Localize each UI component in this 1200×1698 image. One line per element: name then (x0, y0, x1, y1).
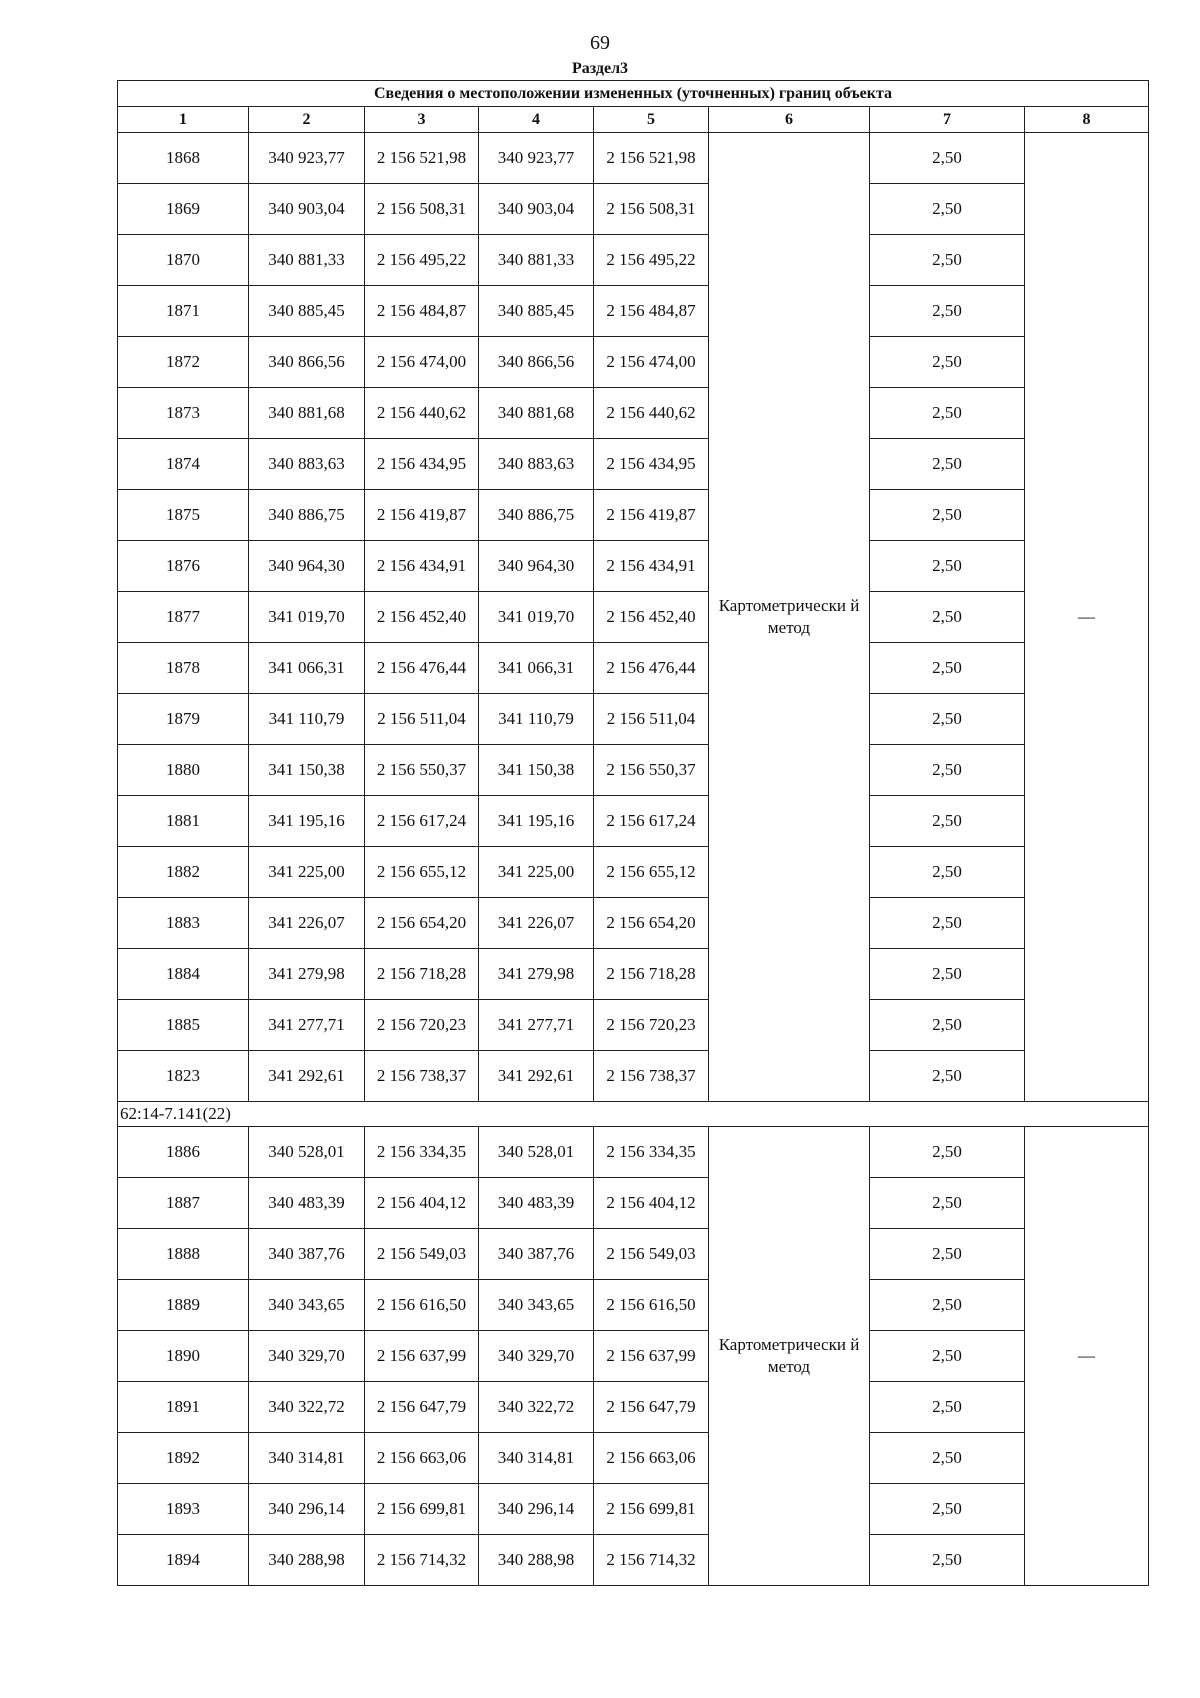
y-existing-cell: 2 156 484,87 (365, 286, 479, 337)
x-existing-cell: 340 886,75 (249, 490, 365, 541)
x-new-cell: 340 288,98 (479, 1535, 594, 1586)
x-new-cell: 341 277,71 (479, 1000, 594, 1051)
x-existing-cell: 341 066,31 (249, 643, 365, 694)
column-header: 6 (709, 107, 870, 133)
x-existing-cell: 340 387,76 (249, 1229, 365, 1280)
x-new-cell: 340 885,45 (479, 286, 594, 337)
page-number: 69 (590, 32, 610, 54)
group-label-row (118, 1102, 1149, 1127)
point-number-cell: 1888 (118, 1229, 249, 1280)
table-row (118, 694, 1149, 745)
x-new-cell: 340 923,77 (479, 133, 594, 184)
precision-cell: 2,50 (870, 1051, 1025, 1102)
y-new-cell: 2 156 637,99 (594, 1331, 709, 1382)
point-number-cell: 1887 (118, 1178, 249, 1229)
x-existing-cell: 341 226,07 (249, 898, 365, 949)
precision-cell: 2,50 (870, 949, 1025, 1000)
y-new-cell: 2 156 484,87 (594, 286, 709, 337)
y-existing-cell: 2 156 699,81 (365, 1484, 479, 1535)
y-existing-cell: 2 156 508,31 (365, 184, 479, 235)
y-existing-cell: 2 156 434,95 (365, 439, 479, 490)
y-existing-cell: 2 156 440,62 (365, 388, 479, 439)
y-new-cell: 2 156 720,23 (594, 1000, 709, 1051)
precision-cell: 2,50 (870, 796, 1025, 847)
table-row (118, 1280, 1149, 1331)
y-new-cell: 2 156 495,22 (594, 235, 709, 286)
y-new-cell: 2 156 434,91 (594, 541, 709, 592)
precision-cell: 2,50 (870, 439, 1025, 490)
precision-cell: 2,50 (870, 133, 1025, 184)
precision-cell: 2,50 (870, 1178, 1025, 1229)
point-number-cell: 1869 (118, 184, 249, 235)
column-header: 1 (118, 107, 249, 133)
table-row (118, 1127, 1149, 1178)
x-existing-cell: 340 881,33 (249, 235, 365, 286)
y-new-cell: 2 156 718,28 (594, 949, 709, 1000)
point-number-cell: 1893 (118, 1484, 249, 1535)
x-existing-cell: 341 110,79 (249, 694, 365, 745)
precision-cell: 2,50 (870, 490, 1025, 541)
x-new-cell: 340 528,01 (479, 1127, 594, 1178)
y-new-cell: 2 156 549,03 (594, 1229, 709, 1280)
table-row (118, 592, 1149, 643)
x-new-cell: 341 066,31 (479, 643, 594, 694)
table-row (118, 1000, 1149, 1051)
y-existing-cell: 2 156 476,44 (365, 643, 479, 694)
y-existing-cell: 2 156 617,24 (365, 796, 479, 847)
x-new-cell: 341 226,07 (479, 898, 594, 949)
y-new-cell: 2 156 508,31 (594, 184, 709, 235)
point-number-cell: 1879 (118, 694, 249, 745)
point-number-cell: 1868 (118, 133, 249, 184)
x-new-cell: 340 903,04 (479, 184, 594, 235)
precision-cell: 2,50 (870, 541, 1025, 592)
x-existing-cell: 340 343,65 (249, 1280, 365, 1331)
y-existing-cell: 2 156 637,99 (365, 1331, 479, 1382)
precision-cell: 2,50 (870, 1331, 1025, 1382)
column-header: 7 (870, 107, 1025, 133)
x-existing-cell: 341 195,16 (249, 796, 365, 847)
y-new-cell: 2 156 440,62 (594, 388, 709, 439)
y-new-cell: 2 156 511,04 (594, 694, 709, 745)
table-row (118, 490, 1149, 541)
point-number-cell: 1875 (118, 490, 249, 541)
point-number-cell: 1870 (118, 235, 249, 286)
x-new-cell: 341 195,16 (479, 796, 594, 847)
y-new-cell: 2 156 655,12 (594, 847, 709, 898)
x-new-cell: 340 964,30 (479, 541, 594, 592)
point-number-cell: 1871 (118, 286, 249, 337)
point-number-cell: 1889 (118, 1280, 249, 1331)
y-new-cell: 2 156 699,81 (594, 1484, 709, 1535)
x-new-cell: 341 110,79 (479, 694, 594, 745)
x-existing-cell: 341 292,61 (249, 1051, 365, 1102)
table-row (118, 796, 1149, 847)
y-existing-cell: 2 156 647,79 (365, 1382, 479, 1433)
point-number-cell: 1883 (118, 898, 249, 949)
table-row (118, 184, 1149, 235)
x-existing-cell: 341 150,38 (249, 745, 365, 796)
x-existing-cell: 340 885,45 (249, 286, 365, 337)
x-existing-cell: 340 483,39 (249, 1178, 365, 1229)
y-existing-cell: 2 156 404,12 (365, 1178, 479, 1229)
table-row (118, 1331, 1149, 1382)
y-new-cell: 2 156 334,35 (594, 1127, 709, 1178)
method-cell: Картометрически й метод (709, 1127, 870, 1586)
y-existing-cell: 2 156 720,23 (365, 1000, 479, 1051)
y-new-cell: 2 156 434,95 (594, 439, 709, 490)
y-new-cell: 2 156 654,20 (594, 898, 709, 949)
table-row (118, 388, 1149, 439)
y-new-cell: 2 156 738,37 (594, 1051, 709, 1102)
y-existing-cell: 2 156 419,87 (365, 490, 479, 541)
y-existing-cell: 2 156 616,50 (365, 1280, 479, 1331)
precision-cell: 2,50 (870, 1535, 1025, 1586)
precision-cell: 2,50 (870, 898, 1025, 949)
x-new-cell: 340 329,70 (479, 1331, 594, 1382)
table-row (118, 1484, 1149, 1535)
y-existing-cell: 2 156 549,03 (365, 1229, 479, 1280)
description-cell: — (1025, 1127, 1149, 1586)
y-existing-cell: 2 156 718,28 (365, 949, 479, 1000)
x-new-cell: 340 881,68 (479, 388, 594, 439)
y-new-cell: 2 156 474,00 (594, 337, 709, 388)
x-new-cell: 341 292,61 (479, 1051, 594, 1102)
x-existing-cell: 341 279,98 (249, 949, 365, 1000)
x-existing-cell: 341 225,00 (249, 847, 365, 898)
x-new-cell: 341 225,00 (479, 847, 594, 898)
precision-cell: 2,50 (870, 1000, 1025, 1051)
table-row (118, 1433, 1149, 1484)
column-header: 5 (594, 107, 709, 133)
table-row (118, 1178, 1149, 1229)
x-existing-cell: 340 903,04 (249, 184, 365, 235)
precision-cell: 2,50 (870, 745, 1025, 796)
x-existing-cell: 340 923,77 (249, 133, 365, 184)
precision-cell: 2,50 (870, 184, 1025, 235)
point-number-cell: 1874 (118, 439, 249, 490)
x-existing-cell: 341 277,71 (249, 1000, 365, 1051)
x-new-cell: 340 296,14 (479, 1484, 594, 1535)
table-row (118, 949, 1149, 1000)
point-number-cell: 1872 (118, 337, 249, 388)
precision-cell: 2,50 (870, 388, 1025, 439)
point-number-cell: 1880 (118, 745, 249, 796)
y-new-cell: 2 156 452,40 (594, 592, 709, 643)
x-new-cell: 340 483,39 (479, 1178, 594, 1229)
y-existing-cell: 2 156 550,37 (365, 745, 479, 796)
table-row (118, 235, 1149, 286)
x-existing-cell: 340 881,68 (249, 388, 365, 439)
table-row (118, 133, 1149, 184)
precision-cell: 2,50 (870, 235, 1025, 286)
column-header: 2 (249, 107, 365, 133)
point-number-cell: 1873 (118, 388, 249, 439)
precision-cell: 2,50 (870, 1484, 1025, 1535)
description-cell: — (1025, 133, 1149, 1102)
table-row (118, 847, 1149, 898)
table-row (118, 1382, 1149, 1433)
table-row (118, 541, 1149, 592)
y-existing-cell: 2 156 654,20 (365, 898, 479, 949)
section-title: Раздел3 (571, 60, 629, 77)
table-row (118, 1229, 1149, 1280)
y-new-cell: 2 156 404,12 (594, 1178, 709, 1229)
point-number-cell: 1892 (118, 1433, 249, 1484)
table-row (118, 1051, 1149, 1102)
point-number-cell: 1891 (118, 1382, 249, 1433)
x-existing-cell: 340 866,56 (249, 337, 365, 388)
y-existing-cell: 2 156 334,35 (365, 1127, 479, 1178)
point-number-cell: 1823 (118, 1051, 249, 1102)
y-existing-cell: 2 156 511,04 (365, 694, 479, 745)
point-number-cell: 1882 (118, 847, 249, 898)
x-new-cell: 341 279,98 (479, 949, 594, 1000)
point-number-cell: 1894 (118, 1535, 249, 1586)
y-existing-cell: 2 156 655,12 (365, 847, 479, 898)
table-row (118, 745, 1149, 796)
y-new-cell: 2 156 647,79 (594, 1382, 709, 1433)
precision-cell: 2,50 (870, 286, 1025, 337)
precision-cell: 2,50 (870, 643, 1025, 694)
y-new-cell: 2 156 714,32 (594, 1535, 709, 1586)
method-cell: Картометрически й метод (709, 133, 870, 1102)
x-new-cell: 340 314,81 (479, 1433, 594, 1484)
precision-cell: 2,50 (870, 1433, 1025, 1484)
table-row (118, 643, 1149, 694)
x-existing-cell: 340 314,81 (249, 1433, 365, 1484)
y-new-cell: 2 156 476,44 (594, 643, 709, 694)
x-new-cell: 341 019,70 (479, 592, 594, 643)
point-number-cell: 1890 (118, 1331, 249, 1382)
point-number-cell: 1878 (118, 643, 249, 694)
table-row (118, 439, 1149, 490)
point-number-cell: 1885 (118, 1000, 249, 1051)
table-row (118, 286, 1149, 337)
precision-cell: 2,50 (870, 1382, 1025, 1433)
precision-cell: 2,50 (870, 1229, 1025, 1280)
group-label: 62:14-7.141(22) (118, 1102, 1149, 1127)
x-existing-cell: 340 322,72 (249, 1382, 365, 1433)
x-existing-cell: 340 883,63 (249, 439, 365, 490)
y-new-cell: 2 156 663,06 (594, 1433, 709, 1484)
y-existing-cell: 2 156 663,06 (365, 1433, 479, 1484)
y-existing-cell: 2 156 434,91 (365, 541, 479, 592)
x-new-cell: 340 343,65 (479, 1280, 594, 1331)
x-new-cell: 340 881,33 (479, 235, 594, 286)
table-row (118, 898, 1149, 949)
table-row (118, 337, 1149, 388)
y-new-cell: 2 156 419,87 (594, 490, 709, 541)
x-existing-cell: 340 329,70 (249, 1331, 365, 1382)
y-new-cell: 2 156 616,50 (594, 1280, 709, 1331)
y-new-cell: 2 156 550,37 (594, 745, 709, 796)
precision-cell: 2,50 (870, 592, 1025, 643)
precision-cell: 2,50 (870, 1127, 1025, 1178)
precision-cell: 2,50 (870, 337, 1025, 388)
point-number-cell: 1881 (118, 796, 249, 847)
precision-cell: 2,50 (870, 847, 1025, 898)
boundary-coordinates-table (117, 80, 1149, 1586)
y-existing-cell: 2 156 474,00 (365, 337, 479, 388)
y-existing-cell: 2 156 738,37 (365, 1051, 479, 1102)
point-number-cell: 1876 (118, 541, 249, 592)
x-existing-cell: 340 528,01 (249, 1127, 365, 1178)
column-header-row (118, 107, 1149, 133)
y-new-cell: 2 156 617,24 (594, 796, 709, 847)
x-new-cell: 340 883,63 (479, 439, 594, 490)
table-body (118, 133, 1149, 1586)
y-existing-cell: 2 156 714,32 (365, 1535, 479, 1586)
table-row (118, 1535, 1149, 1586)
x-new-cell: 340 886,75 (479, 490, 594, 541)
x-new-cell: 341 150,38 (479, 745, 594, 796)
x-new-cell: 340 387,76 (479, 1229, 594, 1280)
precision-cell: 2,50 (870, 1280, 1025, 1331)
column-header: 8 (1025, 107, 1149, 133)
y-existing-cell: 2 156 495,22 (365, 235, 479, 286)
precision-cell: 2,50 (870, 694, 1025, 745)
y-existing-cell: 2 156 452,40 (365, 592, 479, 643)
column-header: 3 (365, 107, 479, 133)
x-existing-cell: 340 288,98 (249, 1535, 365, 1586)
x-existing-cell: 340 964,30 (249, 541, 365, 592)
x-new-cell: 340 322,72 (479, 1382, 594, 1433)
x-existing-cell: 341 019,70 (249, 592, 365, 643)
point-number-cell: 1886 (118, 1127, 249, 1178)
column-header: 4 (479, 107, 594, 133)
point-number-cell: 1884 (118, 949, 249, 1000)
y-existing-cell: 2 156 521,98 (365, 133, 479, 184)
x-existing-cell: 340 296,14 (249, 1484, 365, 1535)
x-new-cell: 340 866,56 (479, 337, 594, 388)
point-number-cell: 1877 (118, 592, 249, 643)
y-new-cell: 2 156 521,98 (594, 133, 709, 184)
table-caption: Сведения о местоположении измененных (уточненных) границ объекта (118, 81, 1149, 107)
